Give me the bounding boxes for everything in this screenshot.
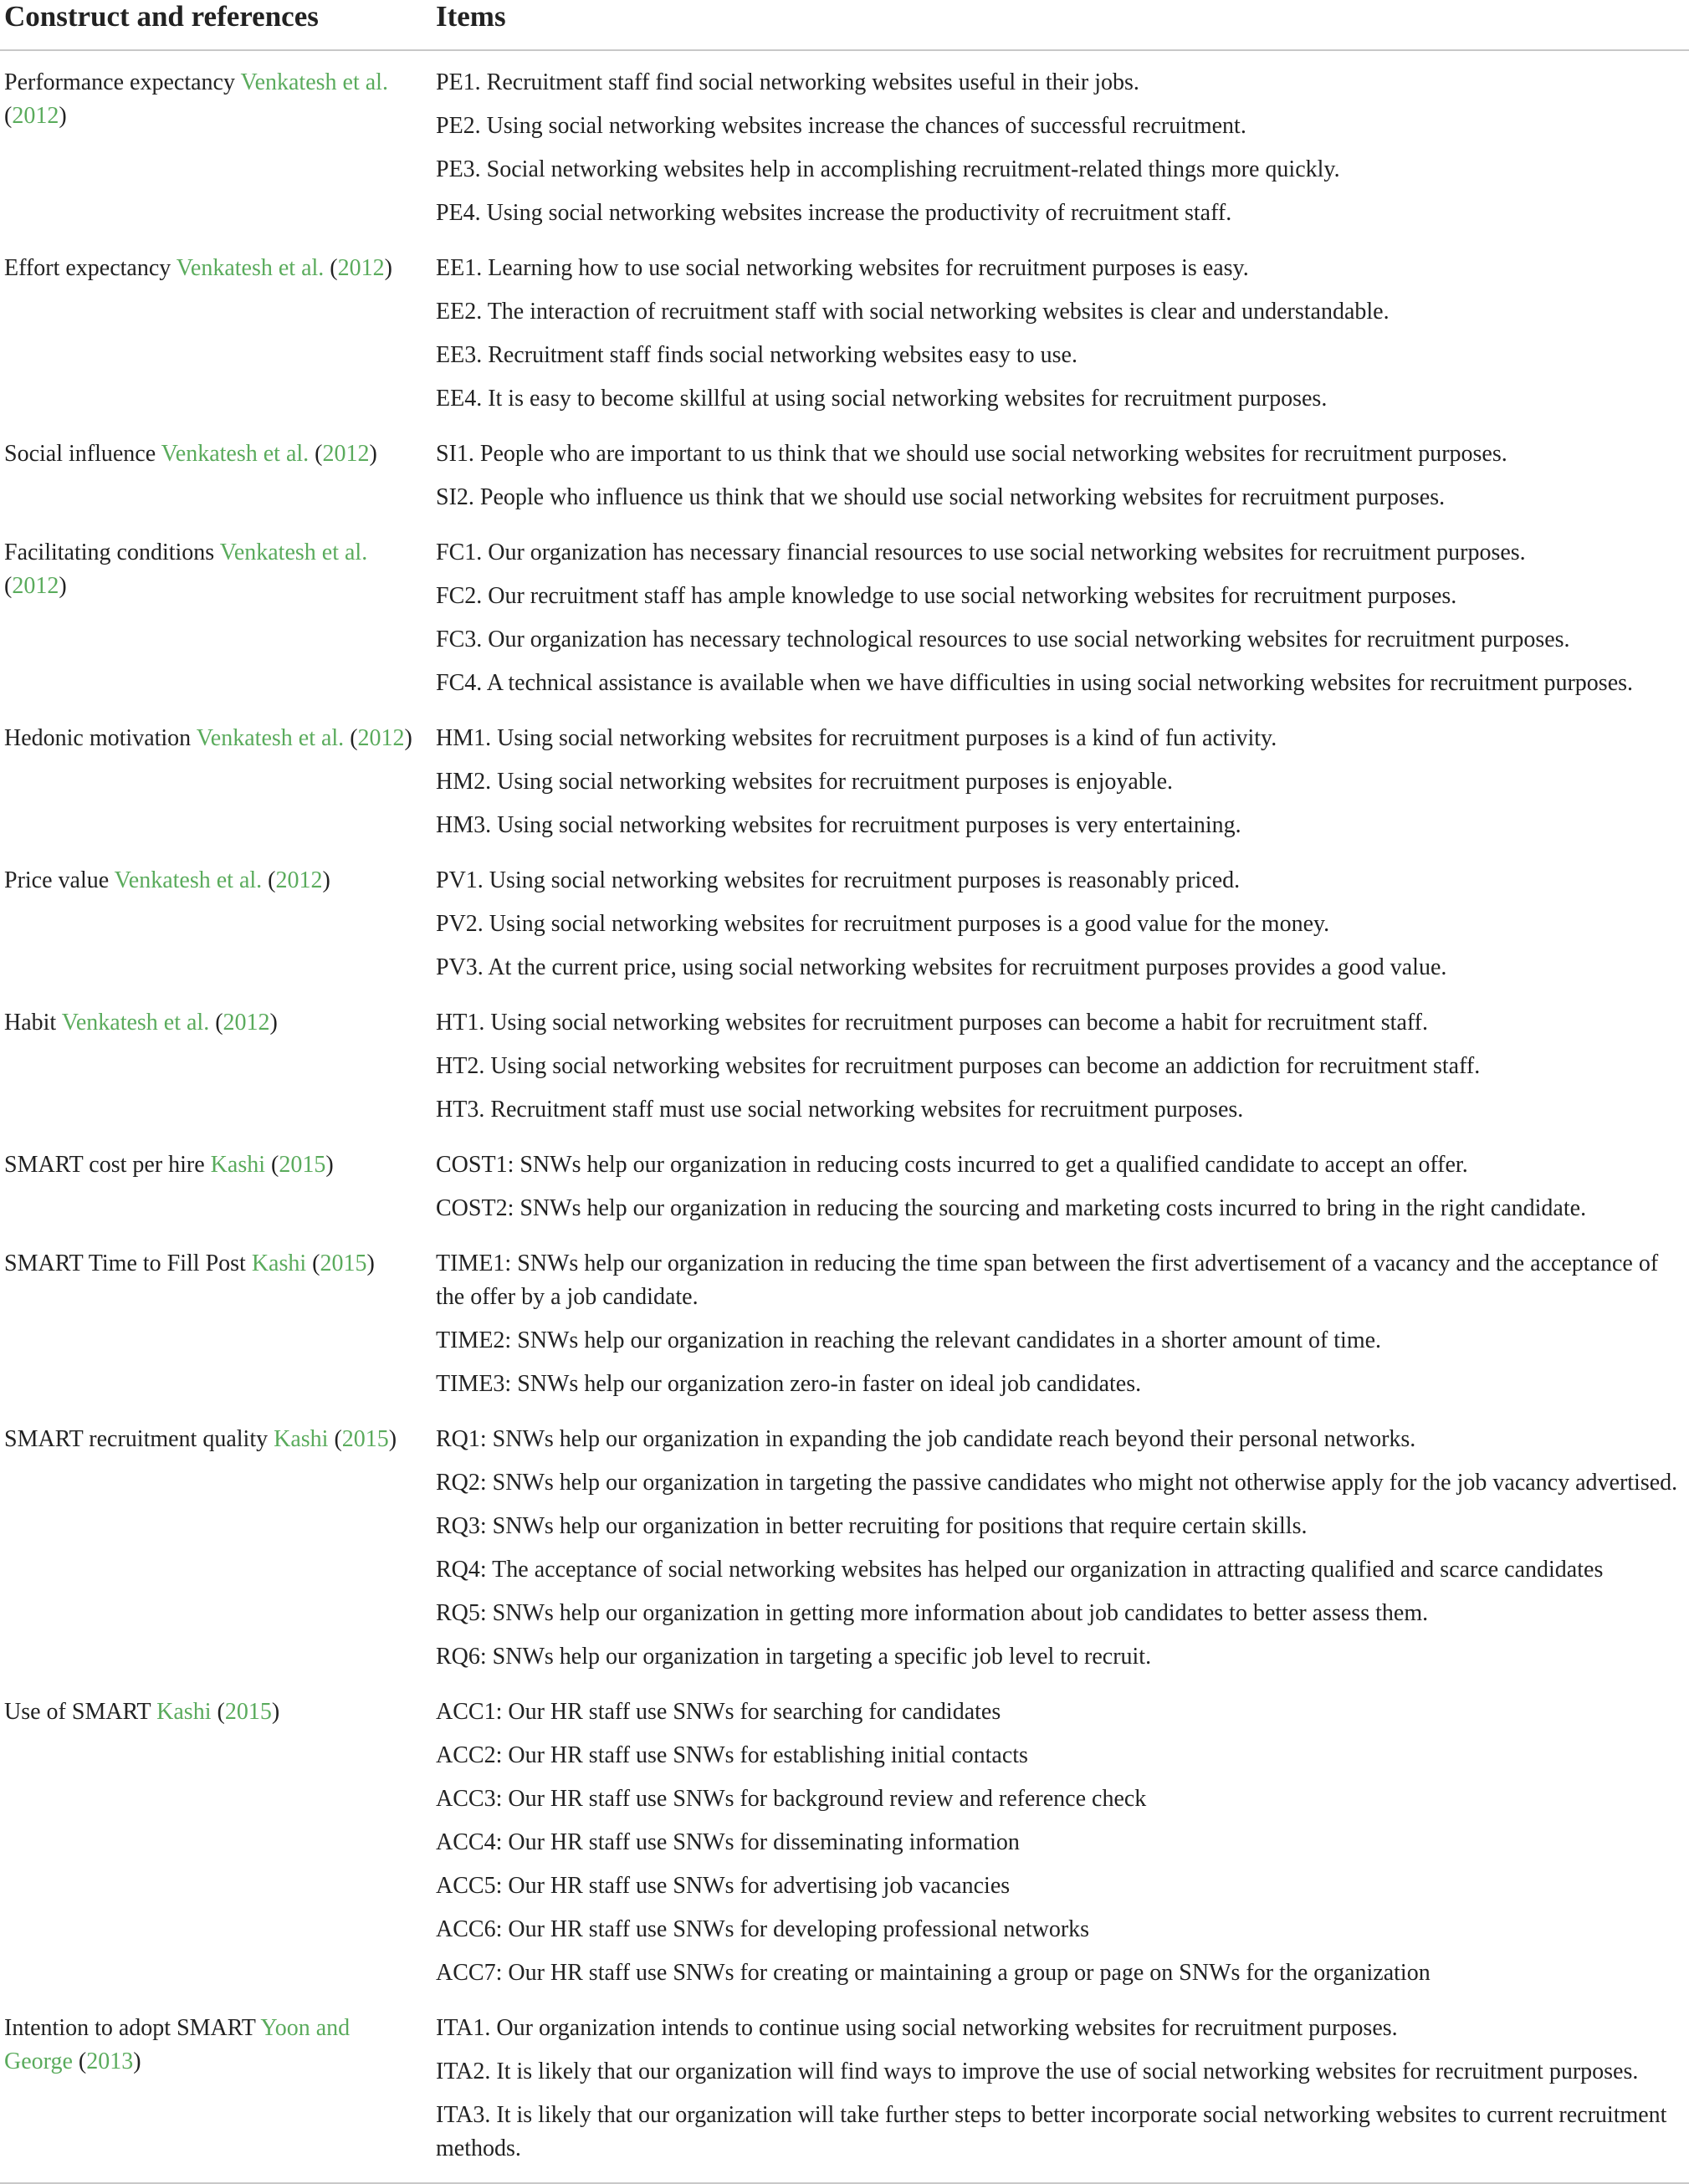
reference-year-link[interactable]: 2012 <box>12 573 59 599</box>
construct-name: SMART cost per hire <box>4 1152 205 1178</box>
item-cell: TIME2: SNWs help our organization in reaching the relevant candidates in a shorter amount of time. <box>436 1327 1382 1353</box>
item-cell: SI1. People who are important to us think that we should use social networking websites for recruitment purposes. <box>436 441 1507 467</box>
item-cell: PE3. Social networking websites help in accomplishing recruitment-related things more quickly. <box>436 156 1340 182</box>
table-row <box>0 1997 1689 2050</box>
reference-year-link[interactable]: 2012 <box>322 441 370 467</box>
item-cell: PV2. Using social networking websites for recruitment purposes is a good value for the money. <box>436 911 1330 937</box>
construct-name: Hedonic motivation <box>4 725 192 751</box>
item-cell: ITA3. It is likely that our organization will take further steps to better incorporate social networking websites to current recruitment methods. <box>436 2102 1667 2161</box>
construct-name: Use of SMART <box>4 1699 151 1725</box>
reference-authors-link[interactable]: Kashi <box>156 1699 212 1725</box>
construct-name: SMART Time to Fill Post <box>4 1251 246 1276</box>
construct-name: SMART recruitment quality <box>4 1426 269 1452</box>
construct-cell: SMART recruitment quality Kashi (2015) <box>4 1426 397 1452</box>
reference-year-link[interactable]: 2012 <box>357 725 405 751</box>
table-row <box>0 1133 1689 1187</box>
construct-column-header: Construct and references <box>0 0 432 50</box>
construct-name: Social influence <box>4 441 156 467</box>
construct-name: Performance expectancy <box>4 69 235 95</box>
construct-name: Habit <box>4 1010 57 1036</box>
table-row <box>0 1232 1689 1319</box>
item-cell: RQ3: SNWs help our organization in better recruiting for positions that require certain skills. <box>436 1513 1308 1539</box>
table-row <box>0 991 1689 1045</box>
item-cell: ACC7: Our HR staff use SNWs for creating or maintaining a group or page on SNWs for the organization <box>436 1960 1431 1986</box>
item-cell: FC2. Our recruitment staff has ample knowledge to use social networking websites for recruitment purposes. <box>436 583 1457 609</box>
item-cell: RQ2: SNWs help our organization in targeting the passive candidates who might not otherwise apply for the job vacancy advertised. <box>436 1470 1678 1496</box>
reference-year-link[interactable]: 2013 <box>86 2048 134 2074</box>
reference-year-link[interactable]: 2012 <box>223 1010 270 1036</box>
item-cell: RQ5: SNWs help our organization in getting more information about job candidates to better assess them. <box>436 1600 1429 1626</box>
item-cell: ITA2. It is likely that our organization will find ways to improve the use of social networking websites for recruitment purposes. <box>436 2059 1639 2084</box>
item-cell: FC4. A technical assistance is available when we have difficulties in using social networking websites for recruitment purposes. <box>436 670 1634 696</box>
item-cell: TIME1: SNWs help our organization in reducing the time span between the first advertisement of a vacancy and the acceptance of the offer by a job candidate. <box>436 1251 1659 1310</box>
item-cell: ACC3: Our HR staff use SNWs for background review and reference check <box>436 1786 1147 1812</box>
item-cell: PV3. At the current price, using social networking websites for recruitment purposes provides a good value. <box>436 954 1447 980</box>
item-cell: PE4. Using social networking websites increase the productivity of recruitment staff. <box>436 200 1232 226</box>
reference-authors-link[interactable]: Venkatesh et al. <box>61 1010 210 1036</box>
construct-cell: Hedonic motivation Venkatesh et al. (2012) <box>4 725 412 751</box>
construct-name: Price value <box>4 867 110 893</box>
reference-authors-link[interactable]: Kashi <box>210 1152 265 1178</box>
item-cell: PV1. Using social networking websites for recruitment purposes is reasonably priced. <box>436 867 1241 893</box>
reference-year-link[interactable]: 2015 <box>224 1699 272 1725</box>
item-cell: EE4. It is easy to become skillful at using social networking websites for recruitment purposes. <box>436 386 1328 412</box>
construct-cell: SMART Time to Fill Post Kashi (2015) <box>4 1251 375 1276</box>
table-body <box>0 50 1689 2172</box>
item-cell: HM3. Using social networking websites for recruitment purposes is very entertaining. <box>436 812 1241 838</box>
table-row <box>0 1680 1689 1734</box>
reference-authors-link[interactable]: Venkatesh et al. <box>176 255 325 281</box>
reference-authors-link[interactable]: Venkatesh et al. <box>196 725 345 751</box>
item-cell: COST2: SNWs help our organization in reducing the sourcing and marketing costs incurred to bring in the right candidate. <box>436 1195 1587 1221</box>
construct-cell: Use of SMART Kashi (2015) <box>4 1699 280 1725</box>
item-cell: HT2. Using social networking websites for recruitment purposes can become an addiction for recruitment staff. <box>436 1053 1481 1079</box>
reference-year-link[interactable]: 2012 <box>275 867 323 893</box>
reference-year-link[interactable]: 2015 <box>341 1426 389 1452</box>
construct-name: Facilitating conditions <box>4 540 215 565</box>
item-cell: ACC5: Our HR staff use SNWs for advertising job vacancies <box>436 1873 1011 1899</box>
item-cell: PE1. Recruitment staff find social networking websites useful in their jobs. <box>436 69 1139 95</box>
item-cell: HM1. Using social networking websites for recruitment purposes is a kind of fun activity. <box>436 725 1277 751</box>
construct-cell: SMART cost per hire Kashi (2015) <box>4 1152 334 1178</box>
construct-cell: Price value Venkatesh et al. (2012) <box>4 867 330 893</box>
reference-authors-link[interactable]: Venkatesh et al. <box>240 69 388 95</box>
reference-year-link[interactable]: 2015 <box>279 1152 326 1178</box>
item-cell: EE1. Learning how to use social networking websites for recruitment purposes is easy. <box>436 255 1249 281</box>
construct-cell: Facilitating conditions Venkatesh et al. (2012) <box>4 540 368 599</box>
reference-authors-link[interactable]: Venkatesh et al. <box>161 441 310 467</box>
construct-cell: Intention to adopt SMART Yoon and George (2013) <box>4 2015 351 2074</box>
construct-name: Intention to adopt SMART <box>4 2015 256 2041</box>
construct-cell: Social influence Venkatesh et al. (2012) <box>4 441 377 467</box>
reference-authors-link[interactable]: Venkatesh et al. <box>114 867 263 893</box>
items-column-header: Items <box>432 0 1689 50</box>
construct-cell: Effort expectancy Venkatesh et al. (2012) <box>4 255 392 281</box>
reference-year-link[interactable]: 2015 <box>320 1251 367 1276</box>
reference-year-link[interactable]: 2012 <box>12 103 59 129</box>
reference-authors-link[interactable]: Venkatesh et al. <box>219 540 368 565</box>
item-cell: RQ1: SNWs help our organization in expanding the job candidate reach beyond their personal networks. <box>436 1426 1416 1452</box>
item-cell: ACC4: Our HR staff use SNWs for disseminating information <box>436 1829 1020 1855</box>
item-cell: ITA1. Our organization intends to continue using social networking websites for recruitment purposes. <box>436 2015 1398 2041</box>
item-cell: FC1. Our organization has necessary financial resources to use social networking websites for recruitment purposes. <box>436 540 1526 565</box>
item-cell: ACC2: Our HR staff use SNWs for establishing initial contacts <box>436 1742 1028 1768</box>
table-row <box>0 422 1689 476</box>
item-cell: EE2. The interaction of recruitment staff with social networking websites is clear and understandable. <box>436 299 1390 325</box>
construct-name: Effort expectancy <box>4 255 171 281</box>
item-cell: HT3. Recruitment staff must use social networking websites for recruitment purposes. <box>436 1097 1244 1123</box>
table-row <box>0 849 1689 903</box>
reference-authors-link[interactable]: Kashi <box>251 1251 307 1276</box>
item-cell: RQ4: The acceptance of social networking websites has helped our organization in attracting qualified and scarce candidates <box>436 1557 1604 1583</box>
reference-authors-link[interactable]: Yoon and George <box>4 2015 351 2074</box>
item-cell: HM2. Using social networking websites for recruitment purposes is enjoyable. <box>436 769 1174 795</box>
item-cell: ACC1: Our HR staff use SNWs for searching for candidates <box>436 1699 1001 1725</box>
item-cell: RQ6: SNWs help our organization in targeting a specific job level to recruit. <box>436 1644 1152 1670</box>
table-row <box>0 707 1689 760</box>
reference-authors-link[interactable]: Kashi <box>274 1426 329 1452</box>
item-cell: ACC6: Our HR staff use SNWs for developing professional networks <box>436 1916 1090 1942</box>
construct-cell: Performance expectancy Venkatesh et al. (2012) <box>4 69 388 129</box>
item-cell: SI2. People who influence us think that we should use social networking websites for recruitment purposes. <box>436 484 1446 510</box>
item-cell: COST1: SNWs help our organization in reducing costs incurred to get a qualified candidate to accept an offer. <box>436 1152 1468 1178</box>
reference-year-link[interactable]: 2012 <box>337 255 385 281</box>
construct-cell: Habit Venkatesh et al. (2012) <box>4 1010 278 1036</box>
table-row <box>0 1408 1689 1461</box>
item-cell: HT1. Using social networking websites for recruitment purposes can become a habit for recruitment staff. <box>436 1010 1429 1036</box>
item-cell: PE2. Using social networking websites increase the chances of successful recruitment. <box>436 113 1246 139</box>
item-cell: TIME3: SNWs help our organization zero-in faster on ideal job candidates. <box>436 1371 1142 1397</box>
table-row <box>0 50 1689 105</box>
item-cell: EE3. Recruitment staff finds social networking websites easy to use. <box>436 342 1077 368</box>
table-header-row <box>0 0 1689 50</box>
table-row <box>0 237 1689 290</box>
table-row <box>0 521 1689 575</box>
item-cell: FC3. Our organization has necessary technological resources to use social networking websites for recruitment purposes. <box>436 627 1570 652</box>
